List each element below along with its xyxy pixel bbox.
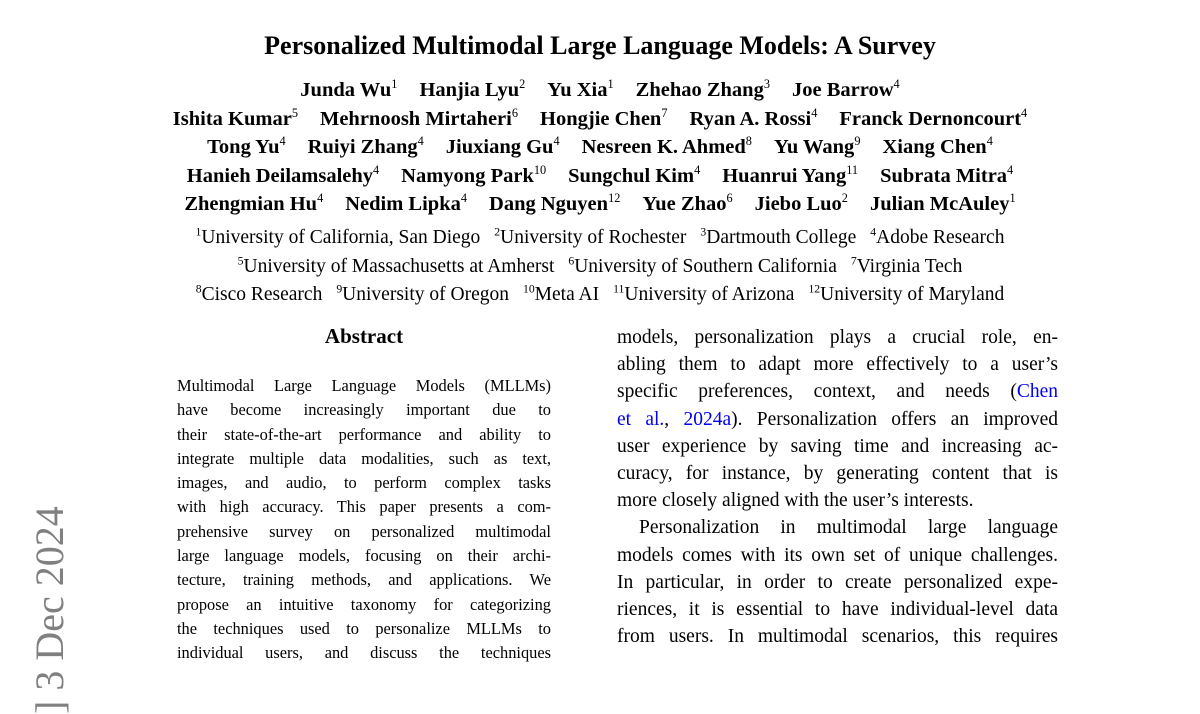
body-text-span: ,	[664, 408, 684, 430]
author-name	[839, 105, 1027, 134]
affiliation-name: University of Maryland	[820, 284, 1005, 305]
author-affiliation-mark: 4	[317, 191, 324, 206]
abstract-heading: Abstract	[324, 324, 404, 348]
author-name	[345, 190, 467, 219]
body-line: abling them to adapt more effectively to a user’s	[617, 354, 1058, 376]
author-name-text: Sungchul Kim	[568, 164, 695, 187]
author-name	[792, 76, 900, 105]
body-line: models, personalization plays a crucial role, en-	[617, 327, 1058, 348]
author-affiliation-mark: 7	[661, 105, 668, 120]
author-affiliation-mark: 11	[846, 162, 859, 177]
author-name-text: Julian McAuley	[869, 193, 1010, 215]
author-affiliation-mark: 4	[893, 77, 900, 92]
author-name	[173, 105, 298, 134]
author-name	[689, 105, 817, 134]
affiliation	[336, 281, 509, 310]
abstract-line: propose an intuitive taxonomy for categorizing	[177, 594, 551, 614]
body-text-span: specific preferences, context, and needs (	[617, 381, 1017, 403]
affiliation	[700, 224, 856, 253]
author-name	[401, 162, 546, 191]
author-affiliation-mark: 8	[745, 134, 752, 149]
abstract-line: Multimodal Large Language Models (MLLMs)	[177, 376, 551, 395]
author-name	[880, 162, 1013, 191]
affiliation-name: University of Rochester	[500, 227, 687, 248]
abstract-text	[177, 374, 551, 666]
abstract-line: have become increasingly important due to	[177, 400, 551, 420]
author-name	[547, 76, 613, 105]
author-name-text: Junda Wu	[300, 79, 392, 101]
author-affiliation-mark: 4	[460, 191, 468, 206]
author-name	[419, 76, 525, 105]
author-name-text: Hanjia Lyu	[419, 79, 520, 101]
author-name-text: Subrata Mitra	[880, 164, 1008, 187]
affiliation-number: 9	[336, 282, 343, 296]
body-text-span: ). Personalization offers an improved	[731, 408, 1058, 430]
author-affiliation-mark: 2	[841, 191, 848, 206]
author-name	[489, 190, 620, 219]
author-affiliation-mark: 3	[763, 77, 770, 92]
affiliation	[870, 224, 1004, 253]
body-line: curacy, for instance, by generating content that is	[617, 462, 1058, 484]
abstract-line: large language models, focusing on their archi-	[177, 546, 551, 566]
affiliation-name: Adobe Research	[876, 227, 1005, 248]
author-line	[0, 190, 1200, 219]
affiliation-line	[0, 224, 1200, 253]
affiliation-number: 5	[237, 254, 244, 267]
author-name	[636, 76, 770, 105]
author-name-text: Jiuxiang Gu	[445, 136, 554, 158]
affiliation	[613, 281, 794, 310]
affiliation	[851, 253, 962, 282]
body-line: In particular, in order to create personalized expe-	[617, 571, 1058, 593]
affiliation-number: 3	[700, 225, 707, 239]
author-name	[870, 190, 1016, 219]
affiliation-number: 10	[522, 282, 535, 296]
affiliation	[494, 224, 686, 253]
author-affiliation-mark: 4	[553, 134, 560, 149]
author-name-text: Xiang Chen	[882, 136, 987, 158]
author-name-text: Hongjie Chen	[540, 107, 662, 130]
author-affiliation-mark: 10	[533, 162, 547, 177]
affiliation-name: University of Massachusetts at Amherst	[243, 255, 555, 277]
affiliation-number: 4	[870, 225, 877, 239]
affiliation	[568, 253, 837, 282]
author-name-text: Huanrui Yang	[722, 164, 847, 187]
author-affiliation-mark: 9	[854, 134, 861, 149]
body-line: Personalization in multimodal large language	[639, 517, 1058, 539]
author-affiliation-mark: 6	[726, 191, 733, 206]
author-affiliation-mark: 2	[519, 77, 526, 92]
arxiv-sidebar-watermark: ] 3 Dec 2024	[27, 506, 72, 714]
author-name-text: Dang Nguyen	[489, 193, 609, 215]
paper-title: Personalized Multimodal Large Language Models: A Survey	[264, 31, 936, 60]
affiliation-line	[0, 281, 1200, 310]
author-affiliation-mark: 4	[1021, 105, 1028, 120]
author-name-text: Ryan A. Rossi	[689, 107, 812, 130]
affiliation-number: 7	[850, 254, 857, 267]
affiliation-number: 12	[808, 282, 821, 296]
abstract-line: tecture, training methods, and applications. We	[177, 570, 551, 590]
affiliation	[238, 253, 555, 282]
author-affiliation-mark: 4	[694, 162, 701, 177]
author-affiliation-mark: 1	[607, 77, 614, 92]
citation-link[interactable]: Chen	[1016, 381, 1058, 403]
author-affiliation-mark: 1	[1009, 191, 1016, 206]
author-name	[320, 105, 518, 134]
author-name-text: Hanieh Deilamsalehy	[186, 164, 374, 187]
author-affiliation-mark: 12	[608, 191, 621, 206]
affiliation-number: 8	[195, 282, 202, 296]
author-affiliation-mark: 4	[811, 105, 818, 120]
author-name-text: Yu Xia	[547, 79, 608, 101]
affiliation-name: University of Southern California	[574, 255, 837, 277]
author-line	[0, 76, 1200, 105]
author-name	[207, 133, 286, 162]
affiliation	[196, 281, 323, 310]
author-line	[0, 105, 1200, 134]
author-name	[446, 133, 560, 162]
abstract-line: their state-of-the-art performance and ability to	[177, 424, 551, 444]
affiliation-name: Meta AI	[534, 284, 600, 305]
author-name	[755, 190, 848, 219]
author-affiliation-mark: 1	[391, 77, 398, 92]
body-text-right-column	[617, 324, 1058, 650]
affiliation-name: University of California, San Diego	[201, 227, 481, 248]
author-affiliation-mark: 4	[417, 134, 424, 149]
affiliation-number: 6	[568, 254, 575, 267]
author-affiliation-mark: 4	[1007, 162, 1014, 177]
affiliation-list	[0, 224, 1200, 310]
author-name	[774, 133, 861, 162]
author-name	[582, 133, 752, 162]
author-name-text: Ishita Kumar	[172, 107, 292, 130]
author-name-text: Zhehao Zhang	[635, 79, 764, 101]
affiliation-number: 1	[195, 225, 202, 239]
affiliation	[808, 281, 1004, 310]
affiliation-name: Dartmouth College	[706, 227, 857, 248]
body-line	[617, 378, 1058, 405]
affiliation-line	[0, 253, 1200, 282]
author-name	[642, 190, 732, 219]
author-name-text: Tong Yu	[207, 136, 280, 158]
author-name-text: Jiebo Luo	[754, 193, 842, 215]
citation-link[interactable]: 2024a	[683, 408, 732, 430]
author-line	[0, 162, 1200, 191]
author-name-text: Namyong Park	[401, 164, 534, 187]
author-name	[722, 162, 858, 191]
affiliation-number: 2	[494, 225, 501, 239]
author-name	[300, 76, 397, 105]
author-name	[882, 133, 992, 162]
affiliation-name: Virginia Tech	[856, 255, 963, 277]
abstract-line: prehensive survey on personalized multimodal	[177, 521, 551, 541]
author-affiliation-mark: 4	[986, 134, 993, 149]
author-name-text: Joe Barrow	[792, 79, 894, 101]
body-line: from users. In multimodal scenarios, this requires	[617, 626, 1058, 648]
author-affiliation-mark: 6	[511, 105, 519, 120]
affiliation-name: University of Oregon	[342, 284, 509, 305]
author-list	[0, 76, 1200, 219]
affiliation	[523, 281, 599, 310]
author-name	[184, 190, 323, 219]
author-name-text: Nedim Lipka	[345, 193, 461, 215]
author-name-text: Ruiyi Zhang	[307, 136, 418, 158]
abstract-line: with high accuracy. This paper presents a com-	[177, 497, 551, 517]
body-line	[617, 406, 1058, 433]
affiliation-name: Cisco Research	[201, 284, 323, 305]
author-name	[187, 162, 379, 191]
author-name-text: Yue Zhao	[642, 193, 727, 215]
abstract-line: individual users, and discuss the techniques	[177, 643, 551, 663]
abstract-line: integrate multiple data modalities, such as text,	[177, 448, 551, 468]
body-line: riences, it is essential to have individual-level data	[617, 598, 1058, 620]
author-line	[0, 133, 1200, 162]
author-name-text: Yu Wang	[773, 136, 855, 158]
author-name	[540, 105, 667, 134]
author-affiliation-mark: 4	[279, 134, 286, 149]
body-line: more closely aligned with the user’s interests.	[617, 490, 974, 512]
affiliation-number: 11	[613, 282, 625, 296]
author-name	[308, 133, 424, 162]
author-name-text: Franck Dernoncourt	[839, 107, 1022, 130]
body-line: models comes with its own set of unique challenges.	[617, 544, 1058, 566]
author-name	[568, 162, 700, 191]
author-affiliation-mark: 5	[291, 105, 298, 120]
author-name-text: Mehrnoosh Mirtaheri	[319, 107, 512, 130]
author-name-text: Zhengmian Hu	[184, 193, 318, 215]
affiliation-name: University of Arizona	[624, 284, 795, 305]
author-name-text: Nesreen K. Ahmed	[581, 136, 746, 158]
abstract-line: the techniques used to personalize MLLMs to	[177, 618, 551, 638]
citation-link[interactable]: et al.	[617, 408, 665, 430]
author-affiliation-mark: 4	[373, 162, 380, 177]
affiliation	[196, 224, 481, 253]
abstract-line: images, and audio, to perform complex tasks	[177, 473, 551, 493]
body-line: user experience by saving time and increasing ac-	[617, 435, 1058, 457]
